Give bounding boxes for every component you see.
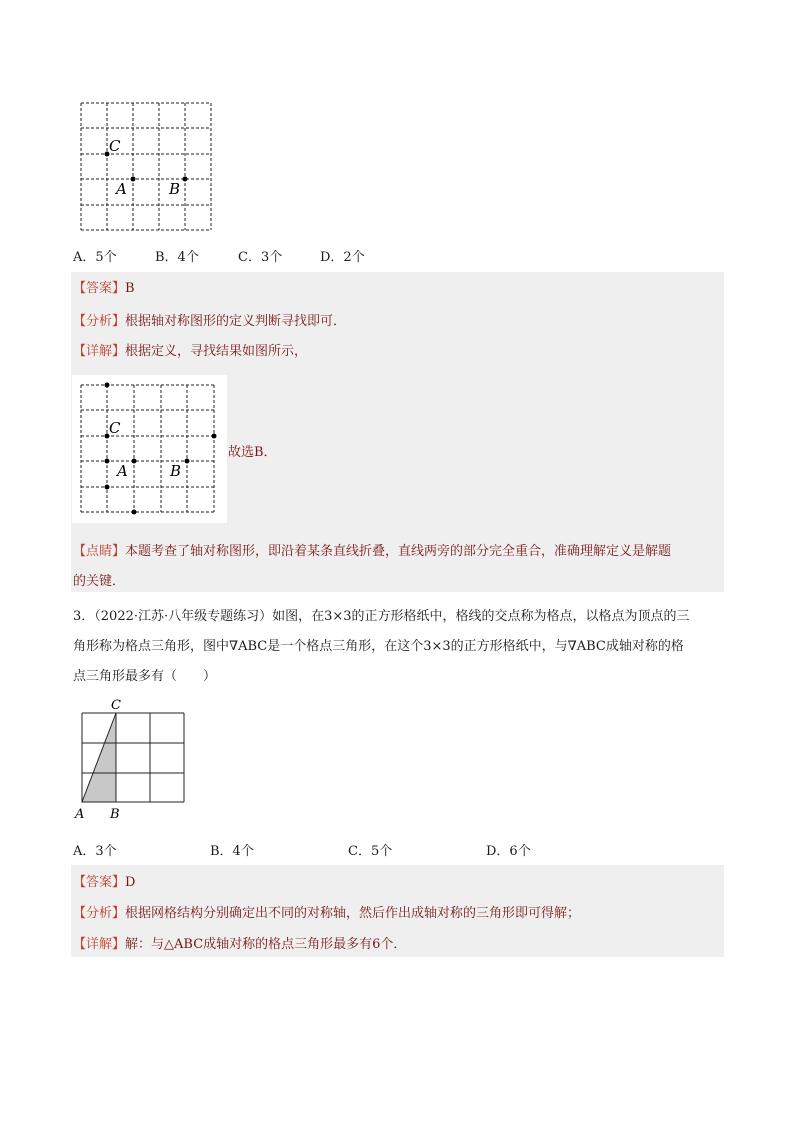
comment-label: 【点睛】 [73,544,126,559]
q2-option-d[interactable]: D．2个 [320,250,365,265]
point-top [105,383,110,388]
q3-option-d[interactable]: D．6个 [486,844,531,859]
point-b [185,459,190,464]
q2-choose: 故选B． [228,445,277,460]
q3-option-b[interactable]: B．4个 [210,844,254,859]
point-bottom [132,510,137,515]
detail-text: 根据定义，寻找结果如图所示， [125,344,308,359]
q3-text-line1: 3．（2022·江苏·八年级专题练习）如图，在3×3的正方形格纸中，格线的交点称为格点，以格点为顶点的三 [73,609,690,624]
point-lower-left [105,485,110,490]
answer-label: 【答案】 [73,875,126,890]
answer-label: 【答案】 [73,281,126,296]
analysis-label: 【分析】 [73,314,126,329]
q3-text-line2: 角形称为格点三角形，图中∇ABC是一个格点三角形，在这个3×3的正方形格纸中，与∇ABC成轴对称的格 [73,639,684,654]
answer-value: B [125,281,135,296]
label-c: C [109,419,121,437]
point-b [183,177,188,182]
point-left [105,459,110,464]
q3-text-line3: 点三角形最多有（ ） [73,669,217,684]
point-a [131,177,136,182]
analysis-label: 【分析】 [73,906,126,921]
q3-answer [73,871,135,890]
grid-figure-1 [78,100,218,235]
detail-label: 【详解】 [73,344,126,359]
q2-option-a[interactable]: A．5个 [73,250,117,265]
label-c: C [111,698,121,713]
q3-analysis [73,902,580,921]
triangle-abc [82,713,116,802]
label-a: A [75,807,85,822]
q2-comment [73,540,671,559]
q2-option-c[interactable]: C．3个 [238,250,283,265]
q2-comment-line2: 的关键． [73,574,126,589]
label-a: A [117,462,128,480]
label-c: C [109,137,121,155]
q3-detail [73,933,406,952]
label-b: B [169,180,181,198]
label-b: B [170,462,182,480]
q3-option-a[interactable]: A．3个 [73,844,117,859]
answer-value: D [125,875,136,890]
comment-text-line1: 本题考查了轴对称图形，即沿着某条直线折叠，直线两旁的部分完全重合，准确理解定义是解题 [125,544,672,559]
grid-figure-2 [78,382,223,518]
label-a: A [116,180,127,198]
q2-option-b[interactable]: B．4个 [155,250,199,265]
detail-text: 解：与△ABC成轴对称的格点三角形最多有6个． [125,937,407,952]
q2-detail [73,340,307,359]
q3-option-c[interactable]: C．5个 [348,844,393,859]
q2-analysis [73,310,346,329]
grid-figure-3 [72,696,192,824]
analysis-text: 根据网格结构分别确定出不同的对称轴，然后作出成轴对称的三角形即可得解； [125,906,581,921]
label-b: B [110,807,120,822]
q2-answer [73,277,135,296]
point-a [132,459,137,464]
analysis-text: 根据轴对称图形的定义判断寻找即可． [125,314,347,329]
detail-label: 【详解】 [73,937,126,952]
point-right [212,434,217,439]
